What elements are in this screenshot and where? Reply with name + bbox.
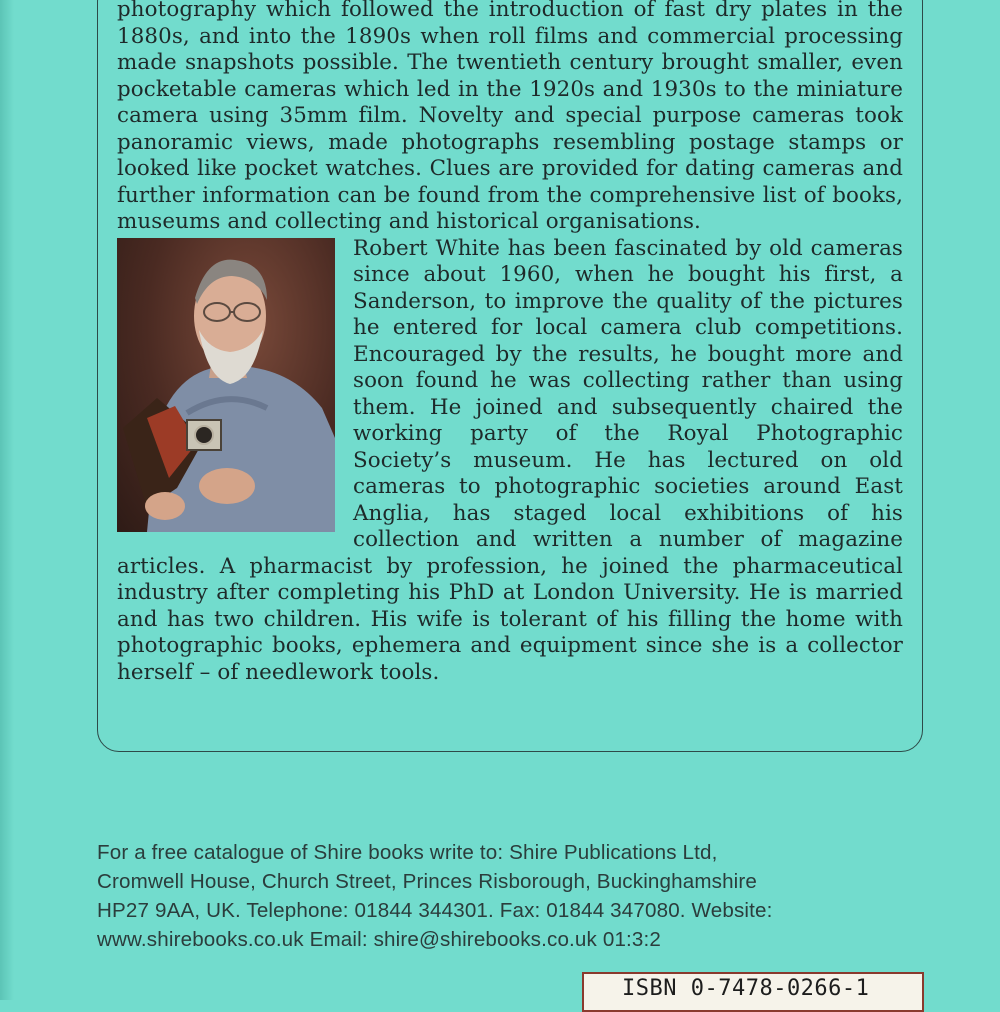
cover-edge [0, 0, 14, 1000]
isbn-label: ISBN 0-7478-0266-1 [582, 972, 924, 1012]
footer-line: For a free catalogue of Shire books write to: Shire Publications Ltd, [97, 841, 718, 864]
footer-line: HP27 9AA, UK. Telephone: 01844 344301. Fax: 01844 347080. Website: [97, 899, 773, 922]
intro-paragraph: photography which followed the introduction of fast dry plates in the 1880s, and into the 1890s when roll films and commercial processing made snapshots possible. The twentieth century brought smaller, even pocketable cameras which led in the 1920s and 1930s to the miniature camera using 35mm film. Novelty and special purpose cameras took panoramic views, made photographs resembling postage stamps or looked like pocket watches. Clues are provided for dating cameras and further information can be found from the comprehensive list of books, museums and collecting and historical organisations. [117, 0, 903, 234]
footer-line: www.shirebooks.co.uk Email: shire@shirebooks.co.uk 01:3:2 [97, 928, 661, 951]
author-bio-paragraph: Robert White has been fascinated by old cameras since about 1960, when he bought his first, a Sanderson, to improve the quality of the pictures he entered for local camera club competitions. Encouraged by the results, he bought more and soon found he was collecting rather than using them. He joined and subsequently chaired the working party of the Royal Photographic Society’s museum. He has lectured on old cameras to photographic societies around East Anglia, has staged local exhibitions of his collection and written a number of magazine articles. A pharmacist by profession, he joined the pharmaceutical industry after completing his PhD at London University. He is married and has two children. His wife is tolerant of his filling the home with photographic books, ephemera and equipment since she is a collector herself – of needlework tools. [117, 235, 903, 685]
publisher-footer [97, 838, 927, 954]
author-photo [117, 238, 335, 532]
author-photo-illustration [117, 238, 335, 532]
footer-line: Cromwell House, Church Street, Princes Risborough, Buckinghamshire [97, 870, 758, 893]
blurb-text [117, 0, 903, 686]
